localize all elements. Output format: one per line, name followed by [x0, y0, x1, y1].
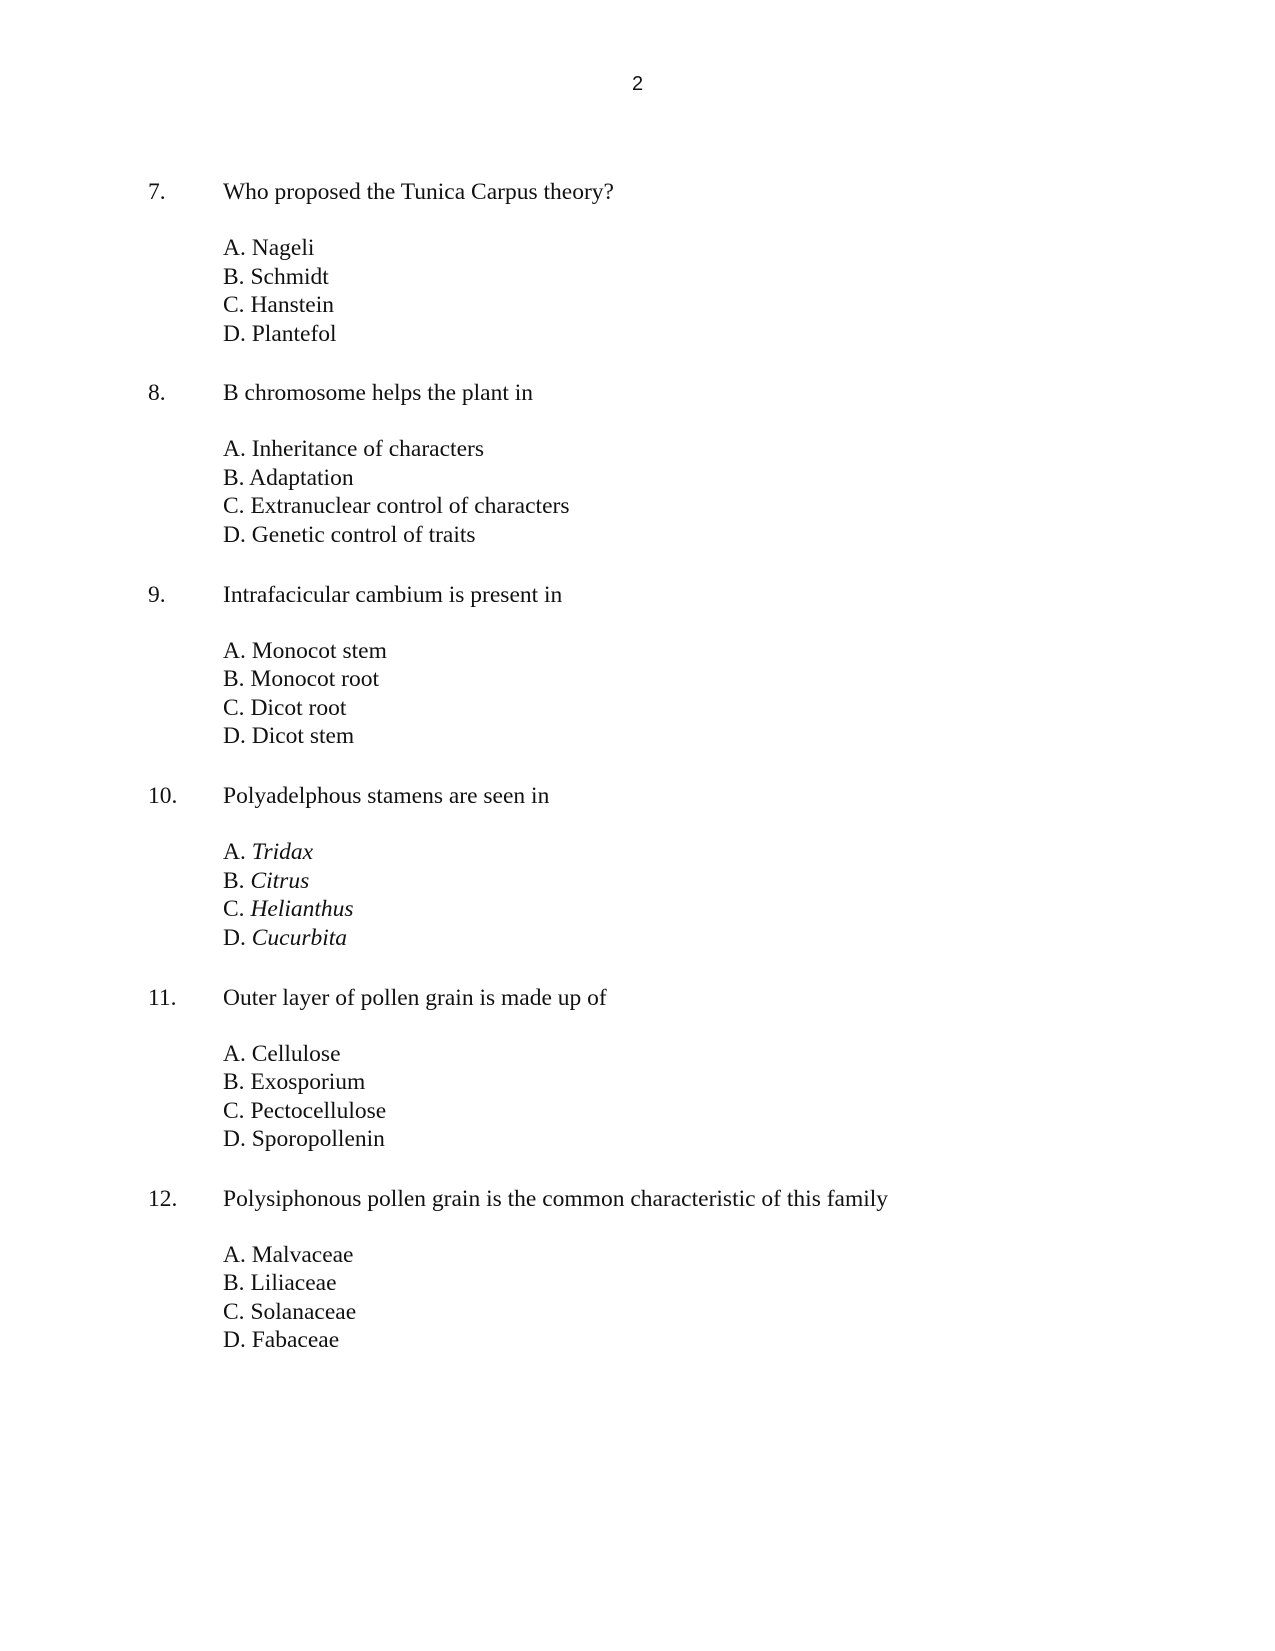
question-7: [0, 178, 1275, 379]
option-letter: C.: [223, 1298, 245, 1325]
option-letter: D.: [223, 1126, 246, 1153]
option-text: Hanstein: [250, 292, 334, 318]
option-a: [223, 1040, 386, 1069]
question-9: [0, 581, 1275, 782]
question-number: 11.: [148, 984, 177, 1011]
option-text: Solanaceae: [250, 1298, 357, 1325]
option-text: Inheritance of characters: [251, 436, 484, 463]
option-b: [223, 263, 337, 292]
option-d: [223, 924, 354, 953]
option-c: [223, 291, 337, 320]
option-text: Citrus: [250, 867, 310, 894]
option-text: Genetic control of traits: [251, 521, 476, 548]
option-b: [223, 867, 354, 896]
option-b: [223, 665, 387, 694]
option-text: Malvaceae: [251, 1241, 354, 1268]
option-letter: B.: [223, 666, 245, 693]
option-letter: D.: [223, 320, 246, 347]
option-letter: C.: [223, 896, 245, 923]
option-b: [223, 464, 569, 493]
option-letter: A.: [223, 1040, 246, 1067]
option-text: Pectocellulose: [250, 1097, 387, 1124]
option-d: [223, 521, 569, 550]
question-text: Outer layer of pollen grain is made up of: [223, 984, 607, 1011]
option-letter: C.: [223, 493, 245, 520]
option-letter: A.: [223, 436, 246, 463]
option-letter: B.: [223, 464, 245, 491]
option-text: Plantefol: [251, 320, 337, 347]
question-text: Polyadelphous stamens are seen in: [223, 783, 550, 810]
option-text: Tridax: [251, 839, 314, 866]
option-text: Cellulose: [251, 1040, 341, 1067]
option-b: [223, 1068, 386, 1097]
question-number: 12.: [148, 1185, 178, 1212]
option-letter: B.: [223, 263, 245, 290]
question-list: [0, 178, 1275, 1386]
option-a: [223, 234, 337, 263]
option-c: [223, 694, 387, 723]
option-b: [223, 1269, 356, 1298]
question-text: B chromosome helps the plant in: [223, 380, 534, 407]
question-number: 7.: [148, 179, 166, 205]
question-text: Who proposed the Tunica Carpus theory?: [223, 179, 614, 205]
option-a: [223, 435, 569, 464]
option-letter: B.: [223, 1270, 245, 1297]
option-d: [223, 320, 337, 349]
option-text: Extranuclear control of characters: [250, 493, 570, 520]
question-text: Intrafacicular cambium is present in: [223, 581, 563, 608]
option-text: Monocot stem: [251, 637, 387, 664]
option-letter: A.: [223, 1241, 246, 1268]
option-letter: B.: [223, 1069, 245, 1096]
option-letter: D.: [223, 924, 246, 951]
option-list: [223, 1241, 356, 1355]
option-text: Nageli: [251, 235, 315, 261]
option-letter: D.: [223, 723, 246, 750]
option-text: Dicot root: [250, 694, 347, 721]
option-text: Sporopollenin: [251, 1126, 385, 1153]
option-a: [223, 1241, 356, 1270]
question-8: [0, 379, 1275, 580]
page-number: 2: [631, 73, 644, 95]
option-letter: C.: [223, 1097, 245, 1124]
option-text: Liliaceae: [250, 1270, 337, 1297]
question-number: 10.: [148, 783, 178, 810]
option-letter: A.: [223, 839, 246, 866]
option-letter: C.: [223, 292, 245, 318]
option-a: [223, 838, 354, 867]
option-d: [223, 1125, 386, 1154]
question-number: 8.: [148, 380, 166, 407]
question-12: [0, 1185, 1275, 1386]
option-text: Dicot stem: [251, 723, 355, 750]
option-list: [223, 637, 387, 751]
question-number: 9.: [148, 581, 166, 608]
option-text: Exosporium: [250, 1069, 366, 1096]
option-d: [223, 722, 387, 751]
option-letter: D.: [223, 521, 246, 548]
option-d: [223, 1326, 356, 1355]
option-letter: B.: [223, 867, 245, 894]
option-letter: A.: [223, 235, 246, 261]
option-c: [223, 895, 354, 924]
option-a: [223, 637, 387, 666]
option-letter: C.: [223, 694, 245, 721]
option-text: Helianthus: [250, 896, 354, 923]
option-letter: A.: [223, 637, 246, 664]
question-10: [0, 782, 1275, 983]
option-c: [223, 1298, 356, 1327]
question-11: [0, 984, 1275, 1185]
option-text: Schmidt: [250, 263, 329, 290]
option-list: [223, 234, 337, 348]
question-text: Polysiphonous pollen grain is the common characteristic of this family: [223, 1185, 889, 1212]
option-c: [223, 1097, 386, 1126]
option-list: [223, 838, 354, 952]
option-c: [223, 492, 569, 521]
option-letter: D.: [223, 1327, 246, 1354]
option-text: Monocot root: [250, 666, 380, 693]
option-list: [223, 1040, 386, 1154]
option-text: Fabaceae: [251, 1327, 340, 1354]
option-text: Adaptation: [249, 464, 354, 491]
option-list: [223, 435, 569, 549]
option-text: Cucurbita: [251, 924, 348, 951]
